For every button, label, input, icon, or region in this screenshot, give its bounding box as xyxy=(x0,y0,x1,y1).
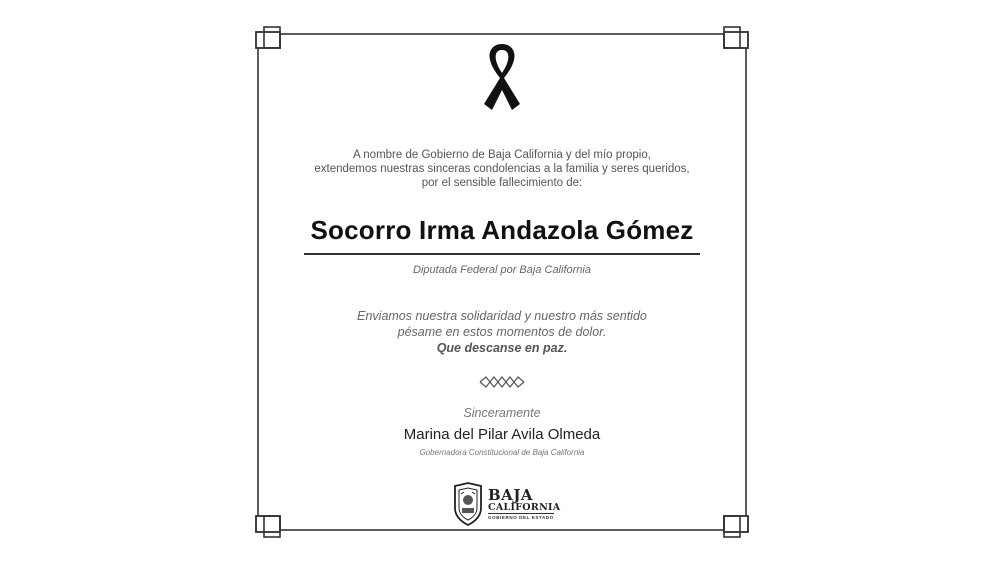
message-closing: Que descanse en paz. xyxy=(436,341,568,355)
signer-name: Marina del Pilar Avila Olmeda xyxy=(403,426,601,443)
name-underline xyxy=(304,253,700,255)
government-logo xyxy=(452,482,562,526)
logo-line-1: BAJA xyxy=(488,486,534,504)
intro-line: A nombre de Gobierno de Baja California y del mío propio, xyxy=(353,149,651,161)
message-line: pésame en estos momentos de dolor. xyxy=(397,325,607,339)
logo-line-3: GOBIERNO DEL ESTADO xyxy=(488,515,554,520)
closing-word: Sinceramente xyxy=(463,406,541,420)
card-content xyxy=(248,24,756,540)
signer-title: Gobernadora Constitucional de Baja California xyxy=(419,448,585,457)
ornamental-divider-icon xyxy=(478,376,526,388)
logo-rule xyxy=(488,513,554,514)
intro-text xyxy=(248,148,756,190)
intro-line: extendemos nuestras sinceras condolencias a la familia y seres queridos, xyxy=(314,163,690,175)
logo-line-2: CALIFORNIA xyxy=(488,502,561,513)
deceased-name: Socorro Irma Andazola Gómez xyxy=(310,215,694,245)
condolence-card xyxy=(248,24,756,540)
state-seal-icon xyxy=(452,482,484,526)
mourning-ribbon-icon xyxy=(478,40,526,112)
intro-line: por el sensible fallecimiento de: xyxy=(421,177,583,189)
deceased-role: Diputada Federal por Baja California xyxy=(413,264,591,276)
condolence-message xyxy=(248,308,756,356)
message-line: Enviamos nuestra solidaridad y nuestro más sentido xyxy=(357,309,647,323)
